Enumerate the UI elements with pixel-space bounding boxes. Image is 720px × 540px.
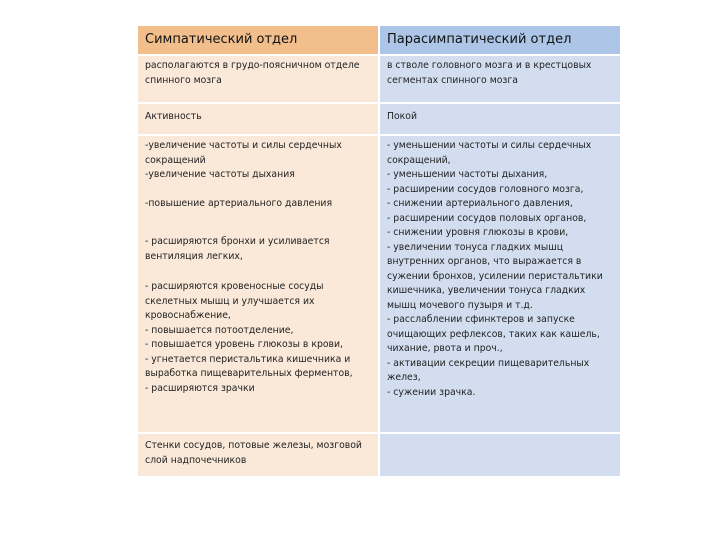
effects-sympathetic-pressure: -повышение артериального давления (145, 197, 333, 209)
effects-sympathetic-vessels: - расширяются кровеносные сосуды скелетных мышц и улучшается их кровоснабжение, - повышается потоотделение, - повышается уровень глюкозы в крови, - угнетается перистальтика кишечника и выработка пищеварительных ферментов, - расширяются зрачки (145, 281, 353, 394)
header-sympathetic: Симпатический отдел (138, 26, 378, 54)
organs-parasympathetic (380, 434, 620, 476)
location-parasympathetic: в стволе головного мозга и в крестцовых сегментах спинного мозга (380, 56, 620, 102)
state-parasympathetic: Покой (380, 104, 620, 134)
state-sympathetic: Активность (138, 104, 378, 134)
effects-parasympathetic: - уменьшении частоты и силы сердечных сокращений, - уменьшении частоты дыхания, - расширении сосудов головного мозга, - снижении артериального давления, - расширении сосудов половых органов, - снижении уровня глюкозы в крови, - увеличении тонуса гладких мышц внутренних органов, что выражается в сужении бронхов, усилении перистальтики кишечника, увеличении тонуса гладких мышц мочевого пузыря и т.д. - расслаблении сфинктеров и запуске очищающих рефлексов, таких как кашель, чихание, рвота и проч., - активации секреции пищеварительных желез, - сужении зрачка. (380, 136, 620, 432)
effects-sympathetic (138, 136, 378, 432)
effects-sympathetic-heart: -увеличение частоты и силы сердечных сокращений -увеличение частоты дыхания (145, 140, 342, 180)
effects-sympathetic-bronchi: - расширяются бронхи и усиливается вентиляция легких, (145, 236, 330, 262)
location-sympathetic: располагаются в грудо-поясничном отделе спинного мозга (138, 56, 378, 102)
header-parasympathetic: Парасимпатический отдел (380, 26, 620, 54)
organs-sympathetic: Стенки сосудов, потовые железы, мозговой слой надпочечников (138, 434, 378, 476)
